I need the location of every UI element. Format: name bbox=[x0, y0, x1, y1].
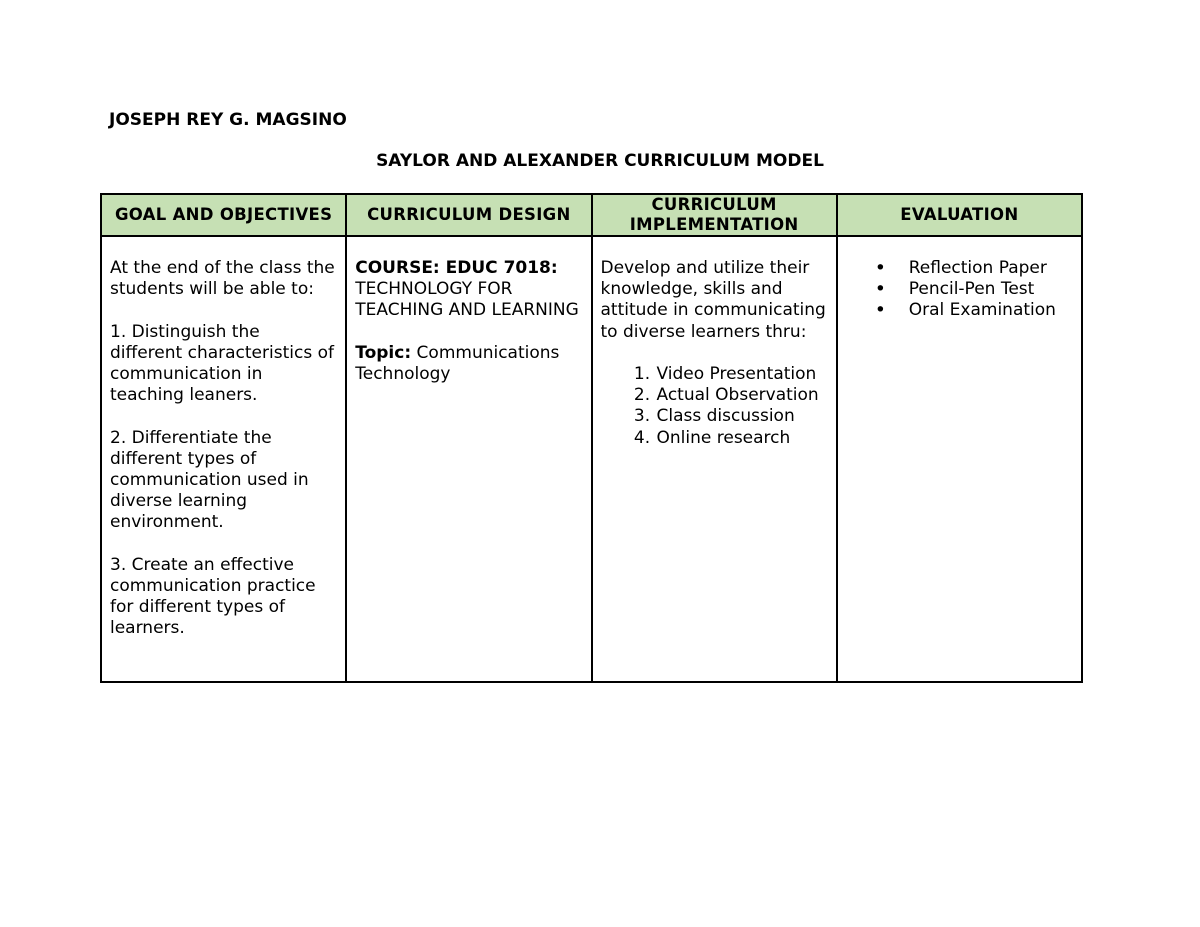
document-title: SAYLOR AND ALEXANDER CURRICULUM MODEL bbox=[376, 151, 824, 171]
list-item: 1. Video Presentation bbox=[656, 364, 828, 385]
author-name: JOSEPH REY G. MAGSINO bbox=[109, 110, 347, 130]
list-item: • Pencil-Pen Test bbox=[901, 279, 1073, 300]
objective-2: 2. Differentiate the different types of communication used in diverse learning environment. bbox=[110, 427, 309, 533]
header-goals: GOAL AND OBJECTIVES bbox=[101, 194, 346, 236]
implementation-cell bbox=[592, 236, 837, 682]
goals-cell bbox=[101, 236, 346, 682]
list-item: • Oral Examination bbox=[901, 300, 1073, 321]
list-item: 2. Actual Observation bbox=[656, 385, 828, 406]
methods-list bbox=[601, 364, 828, 449]
curriculum-model-table bbox=[100, 193, 1083, 683]
topic-label: Topic: bbox=[355, 342, 412, 363]
course-label: COURSE: EDUC 7018: bbox=[355, 258, 558, 278]
evaluation-list bbox=[846, 258, 1073, 322]
list-item: 4. Online research bbox=[656, 428, 828, 449]
design-cell bbox=[346, 236, 591, 682]
goals-intro: At the end of the class the students will be able to: bbox=[110, 258, 335, 300]
objective-1: 1. Distinguish the different characteristics of communication in teaching leaners. bbox=[110, 321, 334, 406]
course-name: TECHNOLOGY FOR TEACHING AND LEARNING bbox=[355, 279, 579, 321]
objective-3: 3. Create an effective communication practice for different types of learners. bbox=[110, 554, 316, 639]
evaluation-cell bbox=[837, 236, 1082, 682]
topic-value: Communications Technology bbox=[355, 342, 560, 384]
header-implementation: CURRICULUM IMPLEMENTATION bbox=[592, 194, 837, 236]
table-content-row bbox=[101, 236, 1082, 682]
list-item: 3. Class discussion bbox=[656, 406, 828, 427]
list-item: • Reflection Paper bbox=[901, 258, 1073, 279]
header-design: CURRICULUM DESIGN bbox=[346, 194, 591, 236]
course-info bbox=[355, 258, 582, 322]
header-evaluation: EVALUATION bbox=[837, 194, 1082, 236]
topic-info bbox=[355, 343, 582, 385]
implementation-intro: Develop and utilize their knowledge, skills and attitude in communicating to diverse learners thru: bbox=[600, 258, 826, 342]
table-header-row bbox=[101, 194, 1082, 236]
